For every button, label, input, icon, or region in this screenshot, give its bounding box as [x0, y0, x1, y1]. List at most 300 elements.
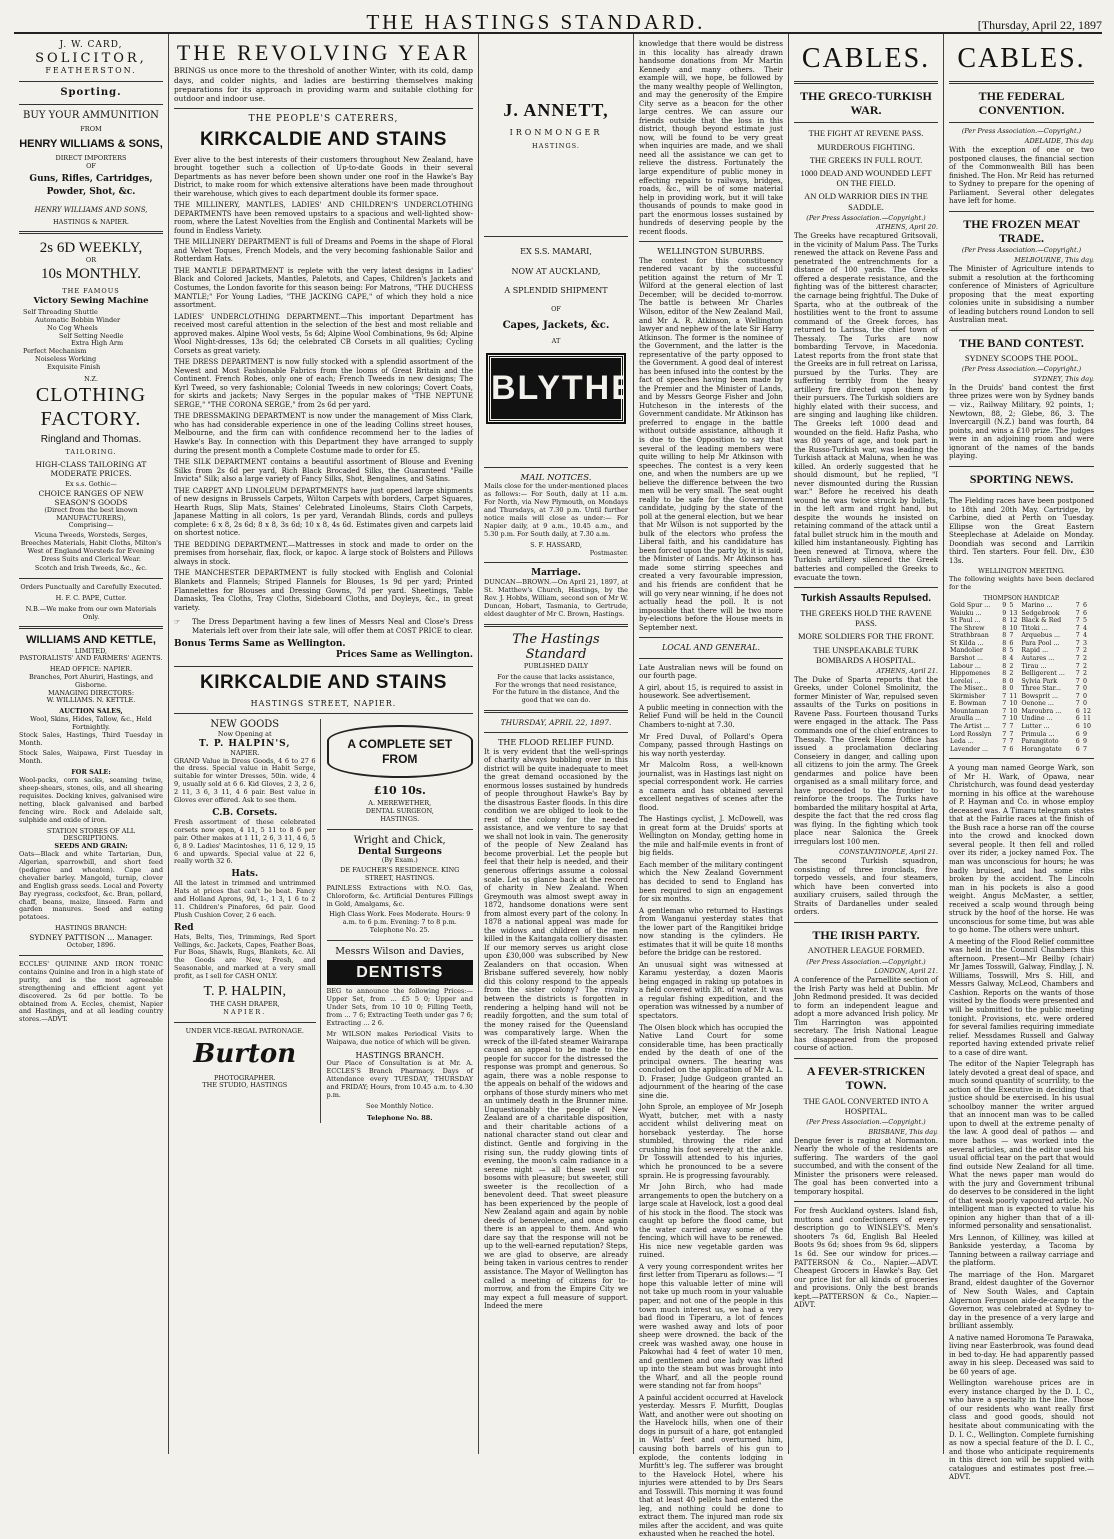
local-item: The Hastings cyclist, J. McDowell, was in great form at the Druids' sports at Wellington on Monday, getting home in the mile and half-mile events in front of big fields. [639, 815, 783, 858]
fever-town-heading: A FEVER-STRICKEN TOWN. [806, 1063, 926, 1093]
paper-motto: For the cause that lacks assistance, For the wrongs that need resistance, For the future in the distance, And the good that we can do. [492, 672, 620, 705]
weights-row [949, 640, 1094, 648]
hb-body: Our Place of Consultation is at Mr. A. ECCLES'S Branch Pharmacy. Days of Attendance every TUESDAY, THURSDAY and FRIDAY; Hours, from 10.45 a.m. to 4.30 p.m. [326, 1059, 473, 1100]
killiney-item: Mrs Lennon, of Killiney, was killed at Bankside yesterday, a Tacoma by Tanning between a railway carriage and the platform. [949, 1233, 1094, 1268]
weights-cell: 7 [1002, 722, 1007, 730]
press-credit: (Per Press Association.—Copyright.) [961, 365, 1082, 374]
seeds-label: SEEDS AND GRAIN: [54, 842, 128, 851]
band-body: In the Druids' band contest the first three prizes were won by Sydney bands — viz., Railway Military, 92 points, 1; Newtown, 88, 2; Glebe, 86, 3. The Invercargill (N.Z.) band was fourth, 84 points, and wins a £10 prize. The judges were in an adjoining room and were ignorant of the names of the bands playing. [949, 383, 1094, 461]
local-item: The Olsen block which has occupied the Native Land Court for some considerable time, has been practically ended by the death of one of the principal owners. The hearing was concluded on the application of Mr A. L. D. Fraser, Judge Gudgeon granted an adjournment of the hearing of the case sine die. [639, 1023, 783, 1100]
newspaper-title: THE HASTINGS STANDARD. [366, 10, 706, 34]
weights-cell: Bowsprit ... [1021, 692, 1058, 700]
weights-cell: 7 [1075, 647, 1080, 655]
dentist-ads [327, 719, 473, 1123]
weights-cell: Labour ... [950, 662, 981, 670]
weights-cell: 4 [1009, 655, 1014, 663]
weights-cell: 6 [1075, 738, 1080, 746]
fabric-list: Vicuna Tweeds, Worsteds, Serges, Breeches Materials, Habit Cloths, Milton's West of England Worsteds for Evening Dress Suits and Clerical Wear. [20, 531, 162, 563]
weekly-price: 2s 6D WEEKLY, [39, 240, 143, 257]
weights-cell: 5 [1082, 617, 1087, 625]
capes-line: Capes, Jackets, &c. [502, 319, 610, 331]
flood-relief-body: It is very evident that the well-springs of charity always bubbling over in this district will be quite inadequate to meet the great demand occasioned by the enormous losses sustained by hundreds of people throughout Hawke's Bay by the disastrous Easter floods. In this dire condition we are obliged to look to the rest of the colony for the needed assistance, and we venture to say that we shall not look in vain. The generosity of the people of New Zealand has become proverbial. Let the people but feel that their help is needed, and their generous offerings assume a colossal scale. Let us glance back at the record of charity in New Zealand. When Greymouth was almost swept away in 1872, handsome donations were sent from almost every part of the colony. In 1878 a national appeal was made for the widows and children of the men killed in the Kaitangata colliery disaster. If our memory serves us aright close upon £30,000 was subscribed by New Zealanders on that occasion. When Brisbane suffered severely, how nobly did this colony respond to the appeals from the sister colony? The rivalry between the districts is forgotten in rendering a helping hand will not be readily forgotten, and the sum total of the money raised for the Queensland was comparatively large. When the wreck of the ill-fated steamer Wairarapa caused an appeal to be made to the people for succor for the distressed the response was prompt and generous. So again, there was a noble response to the appeals on behalf of the widows and orphans of those sturdy miners who met an untimely death in the Brunner mine. Unquestionably the people of New Zealand are of a charitable disposition, and their charitable actions of a national character stand out clear and distinct. Gentle and forgiving in the rising sun, the ruddy glowing tints of evening, the moon's calm radiance in a serene night — all these swell our bosoms with pleasure; but sweeter, still sweeter is the recollection of a benevolent deed. That sweet pleasure has been experienced by the people of New Zealand again and again by noble deeds of benevolence, and once again there is an appeal to them. And who dare say that the response will not be up to the well-earned reputation? Steps, we are glad to observe, are already being taken in various centres to render assistance. The Mayor of Wellington has called a meeting of citizens for to-morrow, and from the Empire City we may expect a full measure of support. Indeed the mere [484, 747, 628, 1311]
weights-cell: 0 [1082, 685, 1087, 693]
weights-row [949, 663, 1094, 671]
halpin-ad [174, 719, 321, 1123]
annett-name: J. ANNETT, [503, 100, 609, 120]
department-list [174, 201, 473, 612]
direct-label: (Direct from the best known MANUFACTURERS), [44, 505, 138, 522]
weights-cell: 13 [1009, 609, 1018, 617]
caterers-label: THE PEOPLE'S CATERERS, [248, 113, 399, 124]
department-item: THE DRESSMAKING DEPARTMENT is now under the management of Miss Clark, who has had considerable experience in one of the leading Collins street houses, Melbourne, and the firm can with confidence recommend her to the ladies of Hawke's Bay. In connection with this Department they have arranged to supply during the present month a Complete Costume made to order for £5. [174, 412, 473, 455]
wright-chick-name: Wright and Chick, [353, 834, 446, 846]
weights-intro: The following weights have been declared for the [949, 575, 1094, 592]
cables-heading: CABLES. [801, 43, 931, 74]
weights-cell: 6 [1075, 715, 1080, 723]
or-label: OR [85, 256, 97, 265]
weights-cell: Sedgebrook [1021, 609, 1060, 617]
flood-relief-continued: knowledge that there would be distress in this locality has already drawn handsome donations from Mr Martin Kennedy and many others. Their example will, we hope, be followed by the many wealthy people of Wellington, and may the generosity of the Empire City serve as a beacon for the other large centres. We can assure our friends outside that the loss in this district, though beyond estimate just now, will be found to be very great when inquiries are made, and we shall need all the assistance we can get to relieve the distress. Fortunately the large expenditure of public money in effecting repairs to railways, bridges, roads, &c., will be of some material help in providing work, but it will take thousands of pounds to make good in part the enormous losses sustained by hundreds of deserving people by the recent floods. [639, 40, 783, 236]
local-items [639, 664, 783, 1539]
weights-row [949, 738, 1094, 746]
weights-cell: 0 [1082, 700, 1087, 708]
weights-cell: 7 [1075, 639, 1080, 647]
weights-row [949, 708, 1094, 716]
hospital-subheading: THE UNSPEAKABLE TURK BOMBARDS A HOSPITAL. [813, 644, 919, 665]
weights-row [949, 647, 1094, 655]
weights-cell: 7 [1002, 745, 1007, 753]
weights-row [949, 715, 1094, 723]
hastings-label: HASTINGS. [380, 814, 420, 823]
weights-cell: 7 [1009, 738, 1014, 746]
department-item: THE BEDDING DEPARTMENT.—Mattresses in stock and made to order on the premises from horsehair, flax, flock, or kapoc. A large stock of Bolsters and Pillows always in stock. [174, 540, 473, 566]
column-5 [789, 34, 944, 1454]
weights-row [949, 655, 1094, 663]
revolving-year-headline: THE REVOLVING YEAR [176, 40, 471, 65]
forsale-label: FOR SALE: [71, 768, 111, 777]
nz-label: N.Z. [84, 374, 98, 383]
weights-cell: 10 [1009, 715, 1018, 723]
weights-cell: 7 [1082, 745, 1087, 753]
weights-cell: Mountaman [950, 707, 989, 715]
weights-cell: 6 [1075, 707, 1080, 715]
tonic-ad: ECCLES' QUININE AND IRON TONIC contains Quinine and Iron in a high state of purity, and is the most agreeable strengthening and efficient agent yet discovered. 2s 6d per bottle. To be obtained from A. Eccles, chemist, Napier and Hastings, and at all leading country stores.—ADVT. [19, 959, 163, 1024]
weights-cell: Skirmisher [950, 692, 986, 700]
press-credit: (Per Press Association.—Copyright.) [961, 127, 1082, 136]
greco-turkish-heading: THE GRECO-TURKISH WAR. [800, 88, 932, 117]
dental-label: DENTAL SURGEON, [365, 806, 434, 815]
weights-cell: 0 [1082, 692, 1087, 700]
weights-cell: Autares ... [1021, 655, 1055, 663]
sporting-body: The Fielding races have been postponed to 18th and 20th May. Cartridge, by Carbine, died at Perth on Tuesday. Ellipse won the Great Eastern Steeplechase at Adelaide on Monday. Doondiah was second and Larrikin third. Ten starters. Four fell. Div., £30 13s. [949, 497, 1094, 565]
weights-cell: 8 [1002, 647, 1007, 655]
irish-party-heading: THE IRISH PARTY. [812, 927, 920, 942]
guns-line: Guns, Rifles, Cartridges, [29, 173, 153, 184]
department-item: THE MANTLE DEPARTMENT is replete with the very latest designs in Ladies' Black and Colored Jackets, Mantles, Paletots, and Capes, Children's Jackets and Costumes, the London favorite for this season being: For Matrons, "THE DUCHESS MANTLE;" For Young Ladies, "THE JACKING CAPE," of which they hold a nice assortment. [174, 266, 473, 310]
weights-cell: The Artist ... [950, 722, 990, 730]
branches-label: Branches, Port Ahuriri, Hastings, and Gisborne. [28, 673, 154, 689]
local-item: A painful accident occurred at Havelock yesterday. Messrs F. Murfitt, Douglas Watt, and another were out shooting on the Havelock hills, when one of their dogs in pursuit of a hare, got entangled in Watts' feet and overturned him, causing both barrels of his gun to explode, the contents lodging in Murfitt's leg. The sufferer was brought to the Havelock Hotel, where his injuries were attended to by Drs Sears and Tosswill. This morning it was found that at least 40 pellets had entered the leg, and nothing could be done to extract them. The injured man rode six miles after the accident, and was quite exhausted when he reached the hotel. [639, 1393, 783, 1539]
weights-cell: 5 [1009, 602, 1014, 610]
weights-cell: Hippomenes [950, 670, 991, 678]
mail-notices-heading: MAIL NOTICES. [520, 473, 592, 484]
weights-cell: 3 [1082, 639, 1087, 647]
wd-prices: BEG to announce the following Prices:— Upper Set, from ... £5 5 0; Upper and Under Sets, from 10 10 0; Filling Teeth, from ... 7 6; Extracting Teeth under gas 7 6; Extracting ... 2 6. [326, 987, 473, 1028]
weights-cell: Tirau ... [1021, 662, 1047, 670]
weights-row [949, 610, 1094, 618]
photographer-label: PHOTOGRAPHER. [213, 1073, 276, 1082]
card-name: J. W. CARD, [59, 40, 123, 50]
machine-features [23, 309, 163, 371]
famous-label: THE FAMOUS [62, 287, 120, 296]
napier-telegraph: The editor of the Napier Telegraph has lately devoted a great deal of space, and much sound quantity of scurrility, to the action of the Executive in deciding that justice should be exercised. In his usual schoolboy manner the writer argued that an innocent man was to be called upon to dwell at the extreme penalty of the law. A good deal of pathos — and more bathos — was worked into the several articles, and the editor used his usual official tear on the part that would find outside New Zealand for all time. What the news paper man would do with the jury and Government tribunal do deserves to be considered in the light of that weak poorly vapoured article. No intelligent man is expected to value his opinion any higher than that of a ill-informed personality and sensationalist. [949, 1060, 1094, 1231]
ammo-heading: BUY YOUR AMMUNITION [23, 109, 159, 121]
issue-date: [Thursday, April 22, 1897 [977, 18, 1102, 32]
local-item: Mr Malcolm Ross, a well-known journalist, was in Hastings last night on special correspondent work. He carries a camera and has obtained several excellent negatives of scenes after the flood. [639, 761, 783, 812]
wellington-suburbs-heading: WELLINGTON SUBURBS. [657, 247, 765, 257]
hw-location: HASTINGS & NAPIER. [53, 217, 129, 226]
branch-label: HASTINGS BRANCH: [54, 924, 127, 933]
weights-cell: Primula ... [1021, 730, 1055, 738]
weights-cell: 0 [1009, 685, 1014, 693]
press-credit: (Per Press Association.—Copyright.) [806, 957, 926, 966]
press-credit: (Per Press Association.—Copyright.) [806, 213, 926, 222]
published-daily: PUBLISHED DAILY [523, 661, 589, 670]
weights-row [949, 670, 1094, 678]
weights-row [949, 746, 1094, 754]
henry-williams-name: HENRY WILLIAMS & SONS, [19, 137, 163, 150]
feature: Exquisite Finish [47, 362, 101, 371]
weights-cell: The Shrew [950, 624, 985, 632]
clothing-heading: CLOTHING [35, 384, 147, 407]
halpin-body: GRAND Value in Dress Goods, 4 6 to 27 6 the dress. Special value in Habit Serge, suitable for winter Dresses, 50in. wide, 4 9, usually sold at 6 6. Kid Gloves, 2 3, 2 6, 2 11, 3 6, 3 11, 4 6 pair. Best value in Gloves ever offered. Ask to see them. [174, 756, 316, 805]
dateline: ATHENS, April 21. [876, 667, 938, 675]
assaults-repulsed-heading: Turkish Assaults Repulsed. [800, 593, 932, 605]
weights-cell: 7 [1075, 602, 1080, 610]
weights-cell: 10 [1009, 707, 1018, 715]
splendid-shipment: A SPLENDID SHIPMENT [504, 286, 608, 296]
local-item: A girl, about 15, is required to assist in housework. See advertisement. [639, 683, 783, 701]
weights-cell: 7 [1075, 662, 1080, 670]
weights-cell: St Kilda ... [950, 639, 984, 647]
sporting-news-2: A young man named George Wark, son of Mr H. Wark, of Opawa, near Christchurch, was found dead yesterday morning in his office at the warehouse of P. Hayman and Co. in whose employ deceased was. A Timaru telegram states that at the Fairlie races at the finish of the Bush race a horse ran off the course into the crowd and knocked down several people. It then fell and rolled over its rider, a jockey named Fox. The man was unconscious for hours; he was badly bruised, and had some ribs broken by the accident. The Lincoln man in his pockets is also a good weight. Angus McMaster, a settler, received a scalp wound through being struck by the hoof of the horse. He was unconscious for some time, but was able to go home. The others were unhurt. [949, 764, 1094, 935]
weights-cell: 10 [1082, 722, 1091, 730]
greeks-hold-subheading: THE GREEKS HOLD THE RAVENE PASS. [800, 608, 932, 629]
department-item: THE MILLINERY, MANTLES, LADIES' AND CHILDREN'S UNDERCLOTHING DEPARTMENTS have been removed upstairs to a spacious and well-lighted show-room, where the Latest Novelties from the English and Continental Markets will be found in Endless Variety. [174, 201, 473, 235]
set-price: £10 10s. [373, 783, 426, 797]
seeds-body: Oats—Black and white Tartarian, Dun, Algerian, sparrowbill, and short feed (pedigree and wheaten). Cape and chevalier barley. Mangold, turnip, clover and English grass seeds. Local and Poverty Bay ryegrass, cocksfoot, &c. Bran, pollard, chaff, beans, maize, linseed. Farm and garden manures. Seed and eating potatoes. [19, 850, 163, 922]
weights-cell: St Paul ... [950, 617, 981, 625]
handicap-label: THOMPSON HANDICAP. [983, 595, 1060, 603]
local-item: Each member of the military contingent which the New Zealand Government has decided to send to England has been required to sign an engagement for six months. [639, 860, 783, 904]
weights-cell: 11 [1009, 692, 1018, 700]
weights-row [949, 632, 1094, 640]
wd-visit: Mr WILSON makes Periodical Visits to Waipawa, due notice of which will be given. [326, 1030, 473, 1046]
revolving-intro: BRINGS us once more to the threshold of another Winter, with its cold, damp days, and colder nights, and ladies are bestirring themselves making preparations for its approach in providing warm and suitable clothing for outdoor and indoor use. [174, 66, 473, 103]
weights-cell: Para Pool ... [1021, 639, 1060, 647]
irish-body: A conference of the Parnellite section of the Irish Party was held at Dublin. Mr John Redmond presided. It was decided to form an independent league and adopt a more advanced Irish policy. Mr Tim Harrington was appointed secretary. The Irish National League has disappeared from the proposed course of action. [794, 976, 938, 1053]
press-credit: (Per Press Association.—Copyright.) [961, 246, 1082, 255]
dateline: MELBOURNE, This day. [1014, 256, 1094, 265]
weights-cell: Lavender ... [950, 745, 989, 753]
dead-subheading: 1000 DEAD AND WOUNDED LEFT ON THE FIELD. [800, 167, 932, 189]
column-6 [944, 34, 1099, 1482]
weights-cell: Black & Red [1021, 617, 1062, 625]
weights-cell: 2 [1082, 655, 1087, 663]
weights-cell: 8 [1002, 632, 1007, 640]
directors-names: W. WILLIAMS. N. KETTLE. [46, 696, 136, 705]
full-rout-subheading: THE GREEKS IN FULL ROUT. [809, 154, 923, 165]
weights-cell: 6 [1009, 745, 1014, 753]
sewing-machine-name: Victory Sewing Machine [33, 295, 149, 306]
wellington-meeting: WELLINGTON MEETING. [978, 567, 1065, 576]
at-label: AT [551, 336, 561, 345]
masthead [14, 10, 1102, 34]
weights-row [949, 700, 1094, 708]
feature: Self Threading Shuttle [23, 308, 98, 317]
weights-cell: Arquebus ... [1021, 632, 1061, 640]
comprising-label: Comprising— [68, 521, 114, 530]
weights-cell: Oenone ... [1021, 700, 1054, 708]
weights-cell: 8 [1002, 670, 1007, 678]
tailoring-label: TAILORING. [65, 448, 117, 457]
monthly-notice: See Monthly Notice. [366, 1102, 434, 1111]
from-label: FROM [80, 124, 102, 133]
mail-notices-body: Mails close for the under-mentioned places as follows:— For South, daily at 11 a.m. For North, via New Plymouth, on Mondays and Thursdays, at 7.30 p.m. Until further notice mails will close as under:— For Napier daily, at 9 a.m., 10.45 a.m., and 5.30 p.m. For South daily, at 7.30 a.m. [484, 482, 628, 538]
factory-heading: FACTORY. [40, 408, 142, 431]
weights-cell: Lord Rosslyn [950, 730, 992, 738]
weights-cell: 7 [1009, 730, 1014, 738]
dateline: BRISBANE, This day. [868, 1127, 938, 1136]
weights-cell: 2 [1082, 662, 1087, 670]
weights-cell: 12 [1082, 707, 1091, 715]
weights-cell: Sylvia Park [1021, 677, 1058, 685]
postmaster-label: Postmaster. [589, 548, 628, 557]
weights-cell: 6 [1075, 745, 1080, 753]
complete-set-badge: A COMPLETE SET FROM [327, 725, 473, 778]
weights-cell: 7 [1075, 655, 1080, 663]
weights-cell: Araulla ... [950, 715, 982, 723]
department-item: THE DRESS DEPARTMENT is now fully stocked with a splendid assortment of the Newest and Most Fashionable Fabrics from the looms of Great Britain and the Continent. French Robes, only one of each; French Tweeds in new designs; The Kyrl Tweed, so very fashionable; Colonial Tweeds in new colorings; Covert Coats, for skirts and jackets; Navy Serges in the popular makes of "THE NEPTUNE SERGE," "THE CORONA SERGE," from 2s 6d per yard. [174, 358, 473, 409]
frozen-meat-heading: THE FROZEN MEAT TRADE. [963, 216, 1080, 246]
red-heading: Red [174, 922, 194, 933]
studio-label: THE STUDIO, HASTINGS [202, 1081, 288, 1090]
ringland-name: Ringland and Thomas. [40, 434, 142, 446]
department-item: THE CARPET AND LINOLEUM DEPARTMENTS have just opened large shipments of new designs in Brussels Carpets, Wilton Carpets with borders, Carpet Squares, Hearth Rugs, Slip Mats, Staines' Celebrated Linoleums, Stairs Cloth Carpets, Japanese Matting in all colors, 1s per yard, Verandah Blinds, cords and pulleys complete: 6 x 8, 2s 6d; 8 x 8, 3s 6d; 10 x 8, 4s 6d. Estimates given and carpets laid on shortest notice. [174, 486, 473, 538]
fight-subheading: THE FIGHT AT REVENE PASS. [808, 128, 924, 139]
constantinople-body: The second Turkish squadron, consisting of three ironclads, five torpedo vessels, and four steamers, which have been converted into auxiliary cruisers, sailed through the Straits of Dardanelles under sealed orders. [794, 857, 938, 917]
annett-location: HASTINGS. [532, 142, 580, 151]
wellington-suburbs-body: The contest for this constituency rendered vacant by the successful petition against the return of Mr T. Wilford at the general election of last December, will be decided to-morrow. The battle is between Mr Charles Wilson, editor of the New Zealand Mail, and Mr A. R. Atkinson, a Wellington lawyer and nephew of the late Sir Harry Atkinson. The former is the nominee of the Government, and the latter is the representative of the party opposed to the Government. A good deal of interest has been infused into the contest by the fact of speeches having been made by the Premier and the Minister of Lands, and by Messrs George Fisher and John Hutcheson in the interests of the Government candidate. Mr Atkinson has preferred to engage in the battle without outside assistance, although it is due to the Opposition to say that several of the leading members were quite willing to help Mr Atkinson with speeches. The contest is a very keen one, and when the numbers are up we believe the difference between the two men will be very small. The seat ought really to be safe for the Government candidate, judging by the state of the poll at the general election, but we hear that Mr Wilson is not supported by the bulk of the electors who profess the Liberal faith, and his candidature has been forced upon the party by, it is said, the Minister of Lands. Mr Atkinson has made some stirring speeches and created a very favourable impression, and his friends are confident that he will go very near winning, if he does not actually head the poll. It is not impossible that there will be two more by-elections before the House meets in September next. [639, 256, 783, 632]
weights-cell: 7 [1075, 624, 1080, 632]
red-body: Hats, Belts, Ties, Trimmings, Red Sport Vellings, &c. Jackets, Capes, Feather Boas, Fur Boas, Shawls, Rugs, Blankets, &c. All the Goods are New, Fresh, and Seasonable, and marked at a very small profit, as I sell for CASH ONLY. [174, 932, 316, 981]
weights-cell: Lorelei ... [950, 677, 981, 685]
local-item: A gentleman who returned to Hastings from Wanganui yesterday states that the lower part of the Rangitikei bridge now standing is the cylinders. He estimates that it will be quite 18 months before the bridge can be restored. [639, 906, 783, 958]
powder-line: Powder, Shot, &c. [46, 187, 136, 198]
cb-body: Fresh assortment of these celebrated corsets now open, 4 11, 5 11 to 8 6 per pair. Other makes at 1 11, 2 6, 3 11, 4 6, 5 6, 8 9. Ladies' Macintoshes, 11 6, 12 9, 15 6 and upwards. Special value at 22 6, really worth 32 6. [174, 817, 316, 866]
weights-cell: Rapid ... [1021, 647, 1049, 655]
sporting-news-heading: SPORTING NEWS. [969, 471, 1074, 486]
patronage-label: UNDER VICE-REGAL PATRONAGE. [185, 1026, 304, 1035]
dic-ad: Wellington warehouse prices are in every instance charged by the D. I. C., who have a specialty in the line. Those of our residents who want really first class and good goods, should not hesitate about communicating with the D. I. C., Wellington. Complete furnishing as now a special feature of the D. I. C., and those who anticipate requirements in this direct ion will be supplied with catalogues and estimates post free.—ADVT. [949, 1379, 1094, 1482]
feature: Self Setting Needle [59, 331, 124, 340]
weights-cell: 6 [1082, 609, 1087, 617]
weights-cell: 7 [1002, 730, 1007, 738]
more-soldiers-subheading: MORE SOLDIERS FOR THE FRONT. [798, 631, 934, 642]
tailoring-body: HIGH-CLASS TAILORING AT MODERATE PRICES. [35, 460, 147, 479]
feature: Automatic Bobbin Winder [35, 315, 121, 324]
weights-cell: 9 [1002, 602, 1007, 610]
weights-cell: Mandolier [950, 647, 983, 655]
local-general-heading: LOCAL AND GENERAL. [661, 643, 761, 653]
dateline: ATHENS, April 20. [876, 223, 938, 232]
napier-label: NAPIER. [223, 1007, 267, 1016]
kirkcaldie-heading: KIRKCALDIE AND STAINS [200, 128, 447, 150]
feature: No Cog Wheels [47, 323, 98, 332]
wilson-davies-name: Messrs Wilson and Davies, [335, 945, 465, 957]
weights-cell: 9 [1002, 609, 1007, 617]
painless-line: PAINLESS Extractions with N.O. Gas, Chloroform, &c. Artificial Dentures Fillings in Gold, Amalgams, &c. [326, 883, 473, 908]
hats-heading: Hats. [231, 869, 259, 880]
weights-cell: 8 [1002, 624, 1007, 632]
of-label: OF [86, 161, 96, 170]
department-item: THE MILLINERY DEPARTMENT is full of Dreams and Poems in the shape of Floral and Velvet Toques, French Models, and the very becoming fashionable Sailor and Rotterdam Hats. [174, 238, 473, 264]
blythes-logo: BLYTHES [488, 355, 624, 422]
halpin-signature: T. P. HALPIN, [203, 984, 287, 1000]
weights-cell: 4 [1082, 632, 1087, 640]
weights-cell: 8 [1002, 685, 1007, 693]
card-location: FEATHERSTON. [45, 66, 137, 76]
waipawa-sales: Stock Sales, Waipawa, First Tuesday in Month. [19, 749, 163, 766]
weights-cell: Strathbraan [950, 632, 989, 640]
dateline: CONSTANTINOPLE, April 21. [839, 848, 938, 857]
weights-cell: 7 [1075, 632, 1080, 640]
weights-cell: 6 [1009, 639, 1014, 647]
weights-cell: 7 [1002, 738, 1007, 746]
weights-cell: 7 [1075, 685, 1080, 693]
feature: Noiseless Working [35, 354, 97, 363]
weights-row [949, 602, 1094, 610]
ltd-label: LIMITED, [74, 646, 108, 655]
marriage-heading: Marriage. [531, 568, 581, 579]
october-line: October, 1896. [66, 941, 116, 950]
federal-convention-heading: THE FEDERAL CONVENTION. [978, 88, 1065, 117]
weights-cell: 7 [1009, 632, 1014, 640]
weights-cell: 12 [1009, 617, 1018, 625]
cb-corsets-heading: C.B. Corsets. [212, 808, 278, 819]
weights-cell: Marino ... [1021, 602, 1053, 610]
weights-cell: 7 [1075, 700, 1080, 708]
bonus-line: Bonus Terms Same as Wellington. [174, 639, 346, 650]
weights-cell: Gold Spur ... [950, 602, 991, 610]
band-contest-heading: THE BAND CONTEST. [959, 335, 1084, 350]
relief-meeting: A meeting of the Flood Relief committee was held in the Council Chambers this afternoon. Present—Mr Beilby (chair) Mr James Tosswill, Galway, Findlay, J. N. Williams, Tosswill, Mrs S. Hill, and Messrs Galway, McLeod, Chambers and Cashion. Reports on the wants of those visited by the floods were presented and will be submitted to the public meeting tonight. Provisions, etc. were ordered for several families requiring immediate relief. Messdames Russell and Galway reported having extended private relief to a case of dire want. [949, 937, 1094, 1057]
cutter-line: H. F. C. PAPE, Cutter. [55, 594, 127, 603]
dentist-location: DE FAUCHER'S RESIDENCE. KING STREET, HASTINGS. [340, 866, 460, 882]
cables-heading-2: CABLES. [957, 43, 1086, 74]
frozen-body: The Minister of Agriculture intends to submit a resolution at the forthcoming conference of Ministers of Agriculture proposing that the meat exporting colonies unite in subsidising a number of leading butchers round London to sell Australian meat. [949, 265, 1094, 325]
column-ads: For fresh Auckland oysters. Island fish, muttons and confectioners of every description go to WINSLEY'S. Men's shooters 7s 6d, English Bal Heeled Boots 9s 6d; shoes from 9s 6d, slippers 1s 6d. See our window for prices.—PATTERSON & Co., Napier.—ADVT. Cheapest Grocers in Hawke's Bay. Get our price list for all kinds of groceries and provisions. Only the best brands kept.—PATTERSON & Co., Napier.—ADVT. [794, 1207, 938, 1310]
halpin-name: T. P. HALPIN'S, [199, 738, 291, 749]
weights-row [949, 678, 1094, 686]
pattison-line: SYDNEY PATTISON ... Manager. [29, 933, 153, 943]
dress-note: ☞ The Dress Department having a few lines of Messrs Neal and Close's Dress Materials left over from their late sale, will offer them at COST PRICE to clear. [174, 618, 473, 635]
auction-body: Wool, Skins, Hides, Tallow, &c., Held Fortnightly. [30, 715, 152, 731]
gaol-subheading: THE GAOL CONVERTED INTO A HOSPITAL. [803, 1095, 929, 1116]
now-at-auckland: NOW AT AUCKLAND, [511, 266, 601, 276]
local-item: Late Australian news will be found on our fourth page. [639, 663, 783, 681]
local-item: A very young correspondent writes her first letter from Tiperaru as follows:— "I hope this valuable letter of mine will not take up much room in your valuable paper, and not one of the people in this town much interest us, we had a very bad flood in Tiperaru, a lot of fences were washed away and lots of poor sheep were drowned. the back of the creek was washed away, one house in Pakowhai had 4 feet of water 10 men, and gentlemen and one lady was lifted up into the steam but was brought into the Wharf, and all the people round were standing not far from hoops" [639, 1262, 783, 1391]
office-label: HEAD OFFICE: NAPIER. [49, 665, 133, 674]
weights-row [949, 617, 1094, 625]
forsale-body: Wool-packs, corn sacks, seaming twine, sheep-shears, stones, oils, and all shearing requisites. Docking knives, galvanised wire netting, black galvanised and barbed fencing wire. Rock and Adelaide salt, sulphide and oxide of iron. [19, 776, 163, 824]
local-item: Mr Fred Duval, of Pollard's Opera Company, passed through Hastings on his way north yesterday. [639, 732, 783, 758]
bottom-ads [174, 719, 473, 1123]
warrior-subheading: AN OLD WARRIOR DIES IN THE SADDLE. [804, 191, 928, 212]
weights-cell: Undine ... [1021, 715, 1053, 723]
burton-logo: Burton [193, 1039, 297, 1070]
hours-line: High Class Work. Fees Moderate. Hours: 9 a.m. to 6 p.m. Evening: 7 to 8 p.m. Telephone No. 25. [329, 910, 471, 935]
scotch-line: Scotch and Irish Tweeds, &c., &c. [34, 564, 148, 573]
weights-cell: 6 [1075, 730, 1080, 738]
weights-cell: 11 [1082, 715, 1091, 723]
flood-relief-heading: THE FLOOD RELIEF FUND. [498, 737, 614, 747]
weights-cell: 7 [1009, 722, 1014, 730]
monthly-price: 10s MONTHLY. [41, 266, 141, 283]
weights-cell: 7 [1002, 707, 1007, 715]
weights-cell: 6 [1082, 602, 1087, 610]
weights-cell: E. Bowman [950, 700, 987, 708]
dateline: LONDON, April 21. [874, 967, 938, 976]
league-subheading: ANOTHER LEAGUE FORMED. [807, 945, 925, 956]
kirkcaldie-heading-2: KIRKCALDIE AND STAINS [200, 671, 447, 693]
weights-cell: Leda ... [950, 738, 974, 746]
weights-cell: 7 [1075, 692, 1080, 700]
hats-body: All the latest in trimmed and untrimmed Hats at prices that can't be beat. Fancy and Holland Aprons, 9d, 1-, 1 3, 1 6 to 2 11. Children's Pinafores, 6d pair. Good Plush Cushion Cover, 2 6 each. [174, 879, 316, 919]
federal-body: With the exception of one or two postponed clauses, the financial section of the Commonwealth Bill has been finished. The Hon. Mr Reid has returned to Sydney to prepare for the opening of Parliament. Several other delegates have left for home. [949, 145, 1094, 206]
war-body: The Greeks have recaptured Gritsovali, in the vicinity of Malum Pass. The Turks renewed the attack on Revene Pass and penetrated the entrenchments for a distance of 100 yards. The Greeks offered a desperate resistance, and the fighting was of the bitterest character, the carnage being frightful. The Duke of Sparta, who at the outbreak of the hostilities went to the front to assume command of the Greek forces, has returned to Larissa, the chief town of Thessaly. The Turks are now bombarding Tervove, in Macedonia. Latest reports from the front state that the Greeks are in full retreat on Larissa, pursued by the Turks. They are suffering terribly from the heavy artillery fire directed upon them by their pursuers. The Turkish soldiers are highly elated with their success, and are singing and laughing like children. The Greeks left 1000 dead and wounded on the field. Hafiz Pasha, who was 80 years of age, and took part in the Russo-Turkish war, was leading the Turkish attack at Maluna, when he was killed. An orderly suggested that he should dismount, but he replied, "I never dismounted during the Russian war." Before he received his death wound he was twice struck by bullets, in the left arm and right hand, but despite the wounds he insisted on retaining command of the attack until a fatal bullet struck him in the mouth and killed him instantaneously. Fighting has been renewed at Tirnova, where the Turkish artillery silenced the Greek batteries and compelled the Greeks to evacuate the town. [794, 232, 938, 582]
hastings-standard-nameplate: The Hastings Standard [512, 631, 600, 663]
weights-cell: Barshot ... [950, 655, 984, 663]
weights-cell: 9 [1082, 730, 1087, 738]
agents-label: PASTORALISTS' AND FARMERS' AGENTS. [19, 654, 163, 663]
importers-label: DIRECT IMPORTERS [55, 153, 127, 162]
cash-draper: THE CASH DRAPER, [209, 999, 280, 1008]
marriage-body: DUNCAN—BROWN.—On April 21, 1897, at St. Matthew's Church, Hastings, by the Rev. J. Hobbs, William, second son of Mr W. Duncan, Hobart, Tasmania, to Gertrude, eldest daughter of Mr C. Brown, Hastings. [484, 578, 628, 618]
ks-intro: Ever alive to the best interests of their customers throughout New Zealand, have brought together such a collection of Up-to-date Goods in their several Departments as has never before been shown under one roof in the Hawke's Bay District, to make room for which extensive alterations have been made throughout their warehouse, which gives to each department double its former space. [174, 155, 473, 198]
murderous-subheading: MURDEROUS FIGHTING. [817, 141, 915, 152]
weights-cell: 2 [1009, 670, 1014, 678]
weights-cell: 7 [1002, 700, 1007, 708]
dateline: SYDNEY, This day. [1033, 375, 1094, 384]
weights-row [949, 693, 1094, 701]
weights-table [949, 602, 1094, 753]
gothic-label: Ex s.s. Gothic— [65, 480, 117, 489]
editorial-date: THURSDAY, APRIL 22, 1897. [500, 717, 612, 727]
dentists-banner: DENTISTS [327, 960, 473, 985]
weights-cell: 7 [1002, 715, 1007, 723]
feature: Perfect Mechanism [23, 347, 87, 356]
weights-cell: Three Star... [1021, 685, 1062, 693]
stock-sales: Stock Sales, Hastings, Third Tuesday in Month. [19, 730, 163, 747]
now-opening: Now Opening at [217, 730, 272, 739]
weights-cell: 8 [1002, 655, 1007, 663]
department-item: THE SILK DEPARTMENT contains a beautiful assortment of Blouse and Evening Silks from 2s 6d per yard, Rich Black Brocaded Silks, the Guaranteed "Faille Invicta" Silk; also a large variety of Fancy Silks, Shot, Bengalines, and Satins. [174, 458, 473, 484]
orders-line: Orders Punctually and Carefully Executed. [20, 583, 162, 592]
press-credit: (Per Press Association.—Copyright.) [806, 1118, 926, 1127]
column-3 [479, 34, 661, 1454]
halpin-location: NAPIER. [230, 748, 260, 757]
